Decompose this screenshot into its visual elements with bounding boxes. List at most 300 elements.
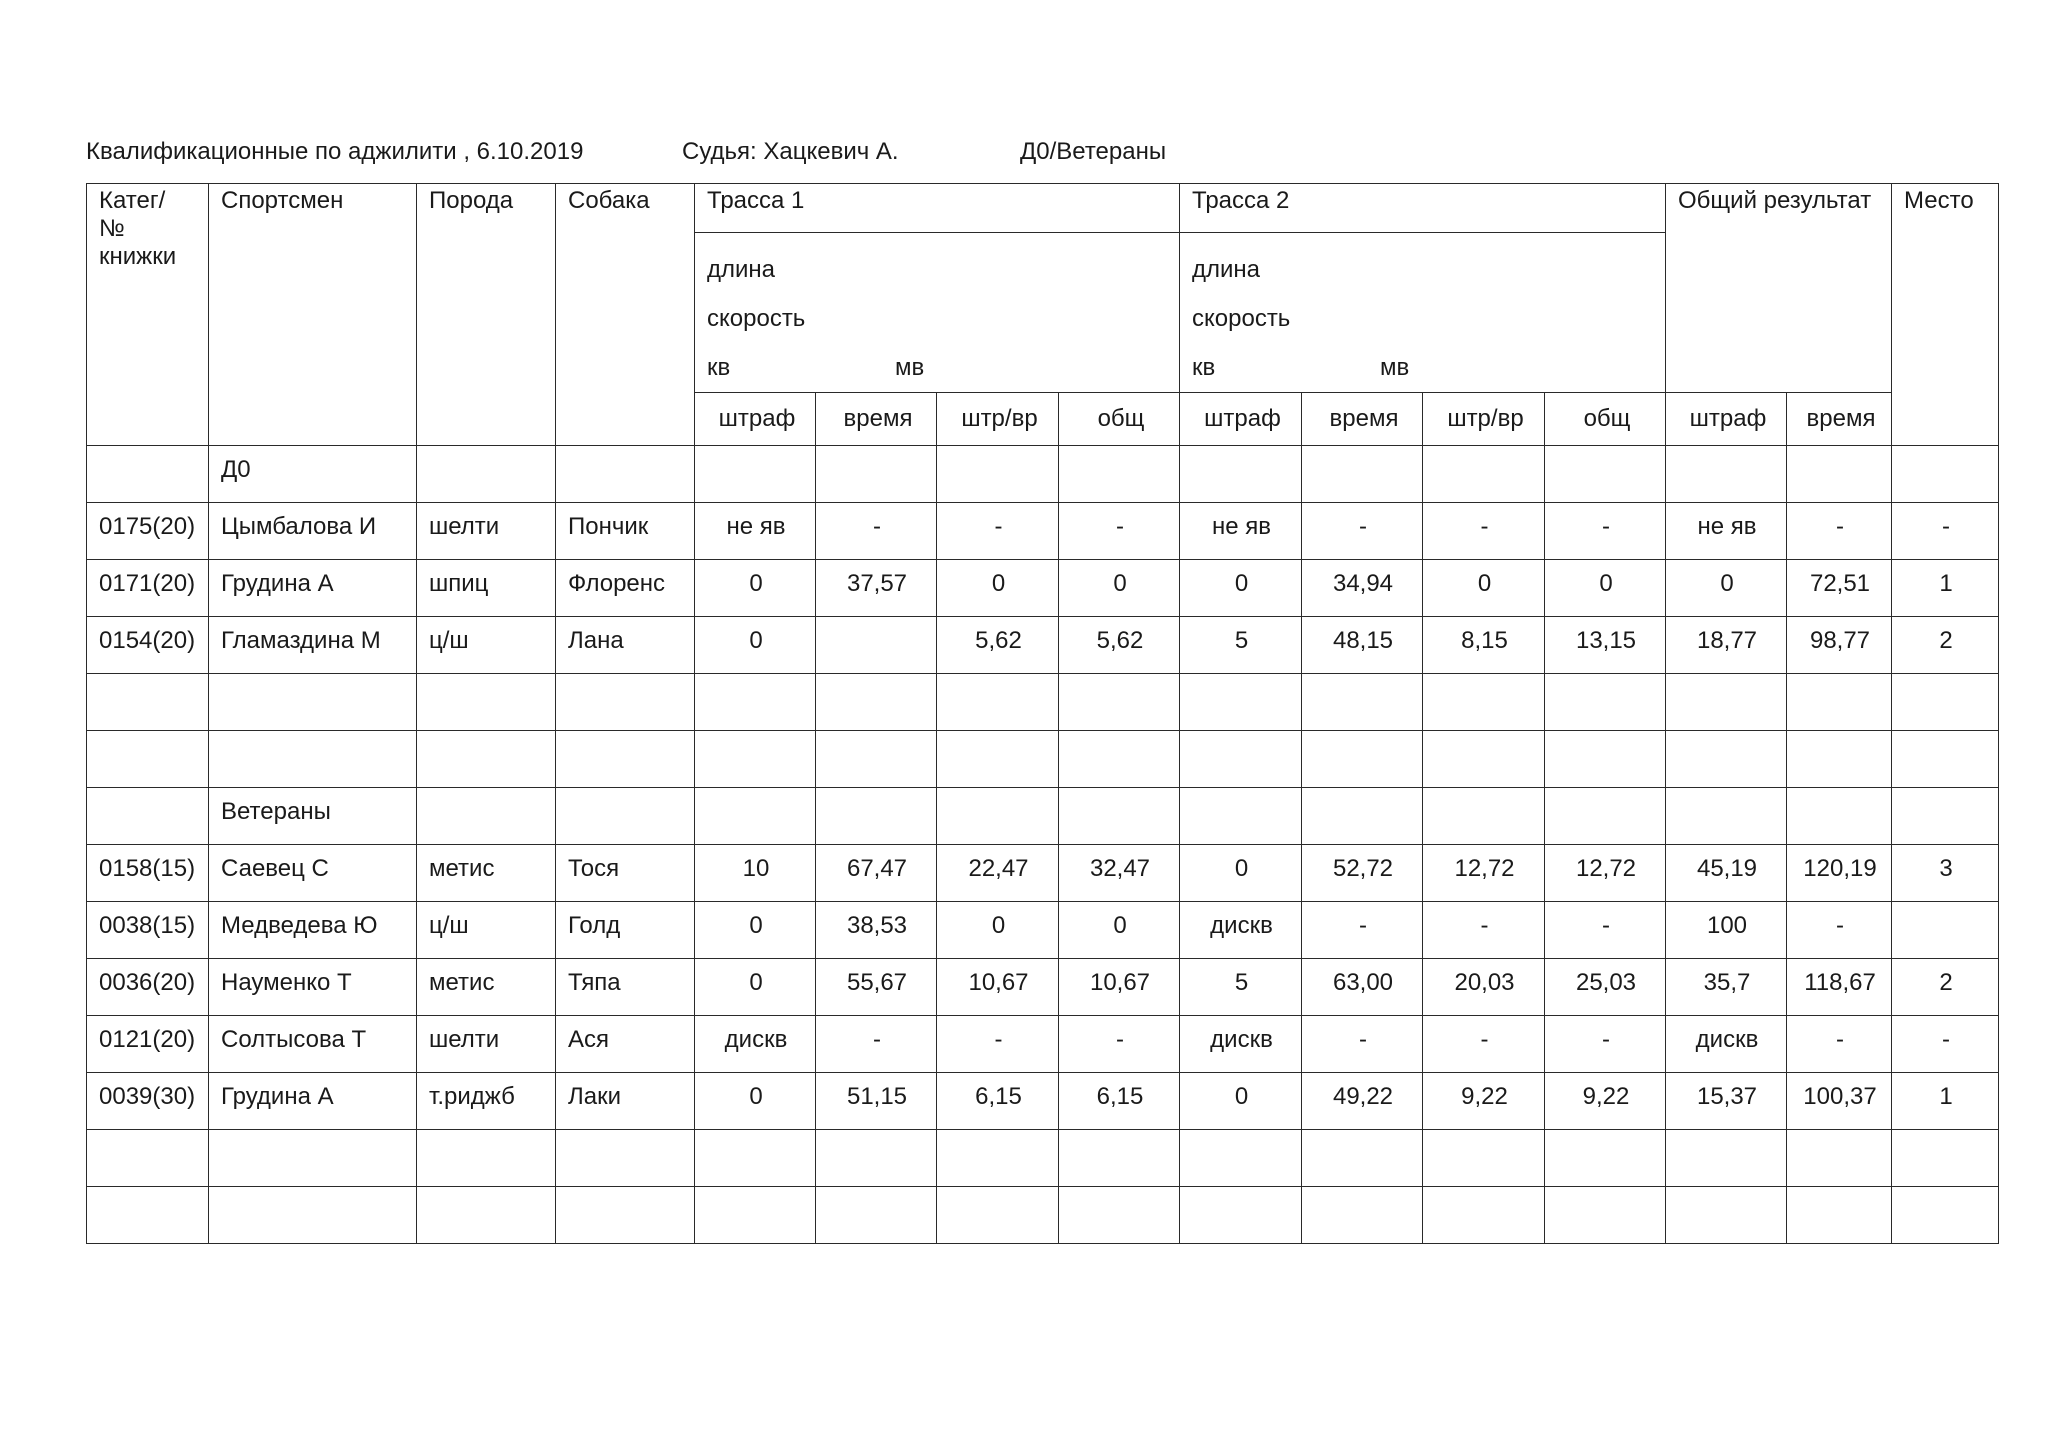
empty-cell [417, 788, 556, 845]
empty-cell [556, 1130, 695, 1187]
t2-pen-time-cell [1423, 845, 1545, 902]
total-time-cell-text: 72,51 [1809, 570, 1871, 597]
athlete-cell [209, 617, 417, 674]
t2-penalty-cell-text: 5 [1234, 969, 1249, 996]
empty-cell [1666, 1187, 1787, 1244]
t2-penalty-cell-text: не яв [1211, 513, 1271, 540]
empty-cell [1666, 1130, 1787, 1187]
empty-cell [695, 446, 816, 503]
empty-cell [1302, 1130, 1423, 1187]
t2-overall-cell-text: 0 [1599, 570, 1613, 597]
dog-cell [556, 1016, 695, 1073]
total-time-cell [1787, 1073, 1892, 1130]
table-row [87, 845, 1999, 902]
t1-time-cell [816, 902, 937, 959]
empty-cell [695, 1130, 816, 1187]
track2-mv-label: мв [1380, 354, 1410, 381]
empty-cell [87, 1130, 209, 1187]
empty-cell [937, 1187, 1059, 1244]
t1-penalty-cell [695, 1016, 816, 1073]
athlete-cell-text: Гламаздина М [221, 627, 381, 654]
t2-penalty-cell [1180, 1073, 1302, 1130]
group-row [87, 446, 1999, 503]
empty-cell [816, 674, 937, 731]
t2-time-cell-text: 63,00 [1332, 969, 1394, 996]
t1-overall-cell-text: 5,62 [1096, 627, 1144, 654]
empty-cell [1180, 1130, 1302, 1187]
empty-row [87, 674, 1999, 731]
place-cell-text: - [1942, 513, 1950, 540]
t2-penalty-cell [1180, 617, 1302, 674]
total-time-cell-text: 120,19 [1803, 855, 1877, 882]
total-time-cell-text: - [1836, 1026, 1844, 1053]
book-number-cell [87, 503, 209, 560]
t2-penalty-cell [1180, 503, 1302, 560]
breed-cell [417, 560, 556, 617]
t2-time-cell-text: - [1359, 513, 1367, 540]
empty-cell [1059, 788, 1180, 845]
t1-overall-header: общ [1059, 393, 1180, 446]
col-header-track1: Трасса 1 [695, 184, 1180, 233]
t2-penalty-cell-text: 0 [1234, 855, 1249, 882]
athlete-cell [209, 902, 417, 959]
t2-penalty-cell-text: дискв [1210, 1026, 1273, 1053]
t2-overall-cell-text: 9,22 [1582, 1083, 1630, 1110]
empty-cell [937, 788, 1059, 845]
empty-cell [1892, 674, 1999, 731]
total-time-cell [1787, 617, 1892, 674]
breed-cell-text: шелти [429, 513, 500, 540]
total-time-cell-text: 118,67 [1804, 969, 1876, 996]
book-number-cell [87, 1073, 209, 1130]
t1-overall-cell [1059, 959, 1180, 1016]
t2-pen-time-cell [1423, 1073, 1545, 1130]
t1-pen-time-cell [937, 902, 1059, 959]
t2-overall-cell [1545, 1073, 1666, 1130]
athlete-cell-text: Саевец С [221, 855, 329, 882]
empty-cell [1059, 1130, 1180, 1187]
t2-time-cell [1302, 1073, 1423, 1130]
empty-cell [1423, 446, 1545, 503]
total-penalty-cell [1666, 1016, 1787, 1073]
book-number-cell [87, 959, 209, 1016]
t1-overall-cell [1059, 1016, 1180, 1073]
t1-penalty-header: штраф [695, 393, 816, 446]
dog-cell [556, 617, 695, 674]
empty-row [87, 731, 1999, 788]
t2-overall-cell [1545, 902, 1666, 959]
t1-time-cell-text [816, 617, 936, 627]
empty-cell [417, 674, 556, 731]
t1-time-cell-text: 38,53 [846, 912, 908, 939]
t2-pen-time-cell-text: 0 [1477, 570, 1492, 597]
t2-overall-cell [1545, 1016, 1666, 1073]
t2-overall-cell [1545, 845, 1666, 902]
t2-overall-header: общ [1545, 393, 1666, 446]
t2-time-header: время [1302, 393, 1423, 446]
t2-time-cell-text: - [1359, 912, 1367, 939]
track1-speed-label: скорость [707, 305, 806, 332]
t1-time-cell-text: 67,47 [846, 855, 908, 882]
track1-params [695, 233, 1180, 393]
t1-pen-time-cell-text: 22,47 [968, 855, 1029, 882]
book-number-cell [87, 560, 209, 617]
group-row [87, 788, 1999, 845]
t1-pen-time-cell [937, 959, 1059, 1016]
total-penalty-cell-text: дискв [1695, 1026, 1759, 1053]
empty-cell [417, 731, 556, 788]
t1-pen-time-cell-text: - [994, 1026, 1003, 1053]
t1-overall-cell [1059, 560, 1180, 617]
group-label-cell-text: Д0 [221, 456, 251, 483]
empty-cell [1059, 446, 1180, 503]
t2-overall-cell-text: 13,15 [1575, 627, 1637, 654]
empty-cell [1666, 731, 1787, 788]
empty-cell [1302, 674, 1423, 731]
t1-penalty-cell-text: 0 [749, 570, 763, 597]
total-time-header: время [1787, 393, 1892, 446]
total-penalty-cell-text: 0 [1720, 570, 1734, 597]
t2-pen-time-cell [1423, 503, 1545, 560]
dog-cell-text: Ася [568, 1026, 610, 1053]
t1-overall-cell-text: 6,15 [1096, 1083, 1144, 1110]
empty-cell [1180, 731, 1302, 788]
athlete-cell-text: Грудина А [221, 1083, 334, 1110]
dog-cell [556, 560, 695, 617]
empty-cell [1892, 731, 1999, 788]
empty-cell [1180, 674, 1302, 731]
empty-cell [1180, 446, 1302, 503]
empty-cell [1302, 731, 1423, 788]
empty-cell [209, 1130, 417, 1187]
t2-penalty-cell [1180, 959, 1302, 1016]
empty-cell [1059, 1187, 1180, 1244]
t1-penalty-cell-text: не яв [726, 513, 786, 540]
t1-time-cell-text: 51,15 [846, 1083, 908, 1110]
empty-cell [1423, 731, 1545, 788]
t1-penalty-cell [695, 959, 816, 1016]
t2-time-cell-text: - [1359, 1026, 1367, 1053]
empty-cell [209, 1187, 417, 1244]
t2-penalty-cell [1180, 560, 1302, 617]
empty-cell [209, 731, 417, 788]
dog-cell [556, 503, 695, 560]
athlete-cell [209, 560, 417, 617]
breed-cell-text: метис [429, 969, 495, 996]
breed-cell-text: шпиц [429, 570, 489, 597]
t1-pen-time-cell-text: 0 [991, 570, 1006, 597]
t2-time-cell [1302, 845, 1423, 902]
total-time-cell [1787, 1016, 1892, 1073]
t2-time-cell-text: 48,15 [1332, 627, 1394, 654]
empty-cell [87, 674, 209, 731]
empty-cell [209, 674, 417, 731]
t2-pen-time-cell [1423, 959, 1545, 1016]
t2-pen-time-cell [1423, 617, 1545, 674]
empty-cell [1787, 1130, 1892, 1187]
empty-cell [937, 446, 1059, 503]
col-header-track2: Трасса 2 [1180, 184, 1666, 233]
empty-cell [695, 788, 816, 845]
track1-mv-label: мв [895, 354, 925, 381]
empty-cell [1302, 1187, 1423, 1244]
place-cell-text: 3 [1939, 855, 1953, 882]
t2-penalty-cell [1180, 1016, 1302, 1073]
t2-pen-time-cell [1423, 902, 1545, 959]
total-penalty-cell [1666, 503, 1787, 560]
t2-penalty-header: штраф [1180, 393, 1302, 446]
track2-params [1180, 233, 1666, 393]
book-number-cell [87, 845, 209, 902]
place-cell-text: 2 [1939, 969, 1953, 996]
t1-overall-cell-text: 0 [1113, 570, 1127, 597]
empty-cell [1787, 788, 1892, 845]
track2-kv-label: кв [1192, 354, 1216, 381]
t1-time-header: время [816, 393, 937, 446]
athlete-cell-text: Медведева Ю [221, 912, 378, 939]
breed-cell [417, 902, 556, 959]
t1-time-cell [816, 845, 937, 902]
col-header-dog: Собака [556, 184, 695, 446]
t2-pen-time-cell-text: 8,15 [1461, 627, 1508, 654]
empty-cell [1666, 788, 1787, 845]
dog-cell-text: Голд [568, 912, 621, 939]
t2-penalty-cell-text: дискв [1210, 912, 1273, 939]
t1-time-cell [816, 959, 937, 1016]
t1-penalty-cell-text: дискв [724, 1026, 788, 1053]
t2-pen-time-cell-text: - [1480, 1026, 1489, 1053]
track2-length-label: длина [1192, 256, 1261, 283]
t1-overall-cell-text: 0 [1113, 912, 1127, 939]
t1-time-cell-text: - [873, 513, 881, 540]
class-label: Д0/Ветераны [1020, 138, 1167, 165]
t1-time-cell [816, 1073, 937, 1130]
col-header-total: Общий результат [1666, 184, 1892, 393]
table-row [87, 1073, 1999, 1130]
empty-cell [1545, 674, 1666, 731]
empty-cell [1787, 1187, 1892, 1244]
table-row [87, 560, 1999, 617]
empty-cell [87, 1187, 209, 1244]
empty-cell [556, 446, 695, 503]
table-row [87, 959, 1999, 1016]
athlete-cell-text: Грудина А [221, 570, 334, 597]
book-number-cell [87, 1016, 209, 1073]
t2-pen-time-cell-text: - [1480, 912, 1489, 939]
empty-cell [695, 731, 816, 788]
total-penalty-cell-text: 100 [1706, 912, 1748, 939]
dog-cell-text: Тяпа [568, 969, 621, 996]
t1-pen-time-cell-text: 10,67 [968, 969, 1029, 996]
breed-cell-text: шелти [429, 1026, 500, 1053]
t1-overall-cell [1059, 617, 1180, 674]
total-time-cell-text: 100,37 [1803, 1083, 1877, 1110]
t1-penalty-cell [695, 1073, 816, 1130]
total-time-cell [1787, 959, 1892, 1016]
t2-penalty-cell-text: 5 [1234, 627, 1249, 654]
t1-penalty-cell-text: 0 [749, 627, 763, 654]
book-number-cell-text: 0121(20) [99, 1026, 196, 1053]
t1-pen-time-cell-text: 5,62 [975, 627, 1022, 654]
empty-cell [1892, 1187, 1999, 1244]
t2-time-cell [1302, 503, 1423, 560]
t1-time-cell [816, 560, 937, 617]
total-time-cell [1787, 503, 1892, 560]
empty-cell [816, 1130, 937, 1187]
t1-pen-time-cell [937, 560, 1059, 617]
empty-cell [937, 674, 1059, 731]
empty-cell [87, 731, 209, 788]
t2-overall-cell-text: - [1602, 513, 1610, 540]
t2-pen-time-cell-text: - [1480, 513, 1489, 540]
t2-time-cell [1302, 902, 1423, 959]
place-cell [1892, 617, 1999, 674]
athlete-cell [209, 503, 417, 560]
empty-cell [695, 674, 816, 731]
place-cell-text: - [1942, 1026, 1950, 1053]
dog-cell-text: Лана [568, 627, 624, 654]
total-penalty-cell [1666, 617, 1787, 674]
total-time-cell-text: - [1836, 912, 1844, 939]
t2-time-cell [1302, 1016, 1423, 1073]
empty-cell [556, 1187, 695, 1244]
t1-time-cell-text: - [873, 1026, 881, 1053]
t1-penalty-cell [695, 503, 816, 560]
t2-penalty-cell-text: 0 [1234, 1083, 1249, 1110]
empty-cell [1059, 674, 1180, 731]
breed-cell-text: метис [429, 855, 495, 882]
t2-penalty-cell [1180, 902, 1302, 959]
dog-cell-text: Лаки [568, 1083, 622, 1110]
empty-cell [1666, 446, 1787, 503]
t1-overall-cell [1059, 902, 1180, 959]
col-header-breed: Порода [417, 184, 556, 446]
t1-pen-time-cell [937, 1073, 1059, 1130]
t1-overall-cell [1059, 503, 1180, 560]
place-cell [1892, 902, 1999, 959]
t2-time-cell-text: 49,22 [1332, 1083, 1394, 1110]
dog-cell-text: Флоренс [568, 570, 666, 597]
empty-cell [1787, 446, 1892, 503]
empty-cell [1423, 1187, 1545, 1244]
t2-overall-cell-text: 25,03 [1575, 969, 1637, 996]
empty-cell [1180, 788, 1302, 845]
dog-cell [556, 959, 695, 1016]
group-label-cell-text: Ветераны [221, 798, 331, 825]
empty-cell [1180, 1187, 1302, 1244]
t2-time-cell [1302, 959, 1423, 1016]
t2-pen-time-cell [1423, 560, 1545, 617]
empty-cell [1545, 1187, 1666, 1244]
dog-cell-text: Тося [568, 855, 620, 882]
results-table [86, 183, 1999, 1244]
breed-cell [417, 1016, 556, 1073]
empty-cell [1545, 1130, 1666, 1187]
table-row [87, 1016, 1999, 1073]
dog-cell-text: Пончик [568, 513, 649, 540]
total-time-cell [1787, 845, 1892, 902]
t2-overall-cell-text: - [1602, 912, 1610, 939]
t1-overall-cell-text: - [1116, 1026, 1124, 1053]
empty-cell [1666, 674, 1787, 731]
breed-cell [417, 617, 556, 674]
empty-cell [87, 788, 209, 845]
t2-time-cell-text: 52,72 [1332, 855, 1394, 882]
empty-row [87, 1187, 1999, 1244]
empty-cell [1545, 731, 1666, 788]
document-title: Квалификационные по аджилити , 6.10.2019 [86, 138, 584, 165]
table-row [87, 617, 1999, 674]
total-penalty-cell [1666, 1073, 1787, 1130]
t2-pen-time-cell-text: 9,22 [1461, 1083, 1508, 1110]
place-cell [1892, 1073, 1999, 1130]
t1-pen-time-cell-text: 0 [991, 912, 1006, 939]
place-cell-text: 1 [1939, 570, 1953, 597]
place-cell [1892, 503, 1999, 560]
empty-cell [1423, 788, 1545, 845]
athlete-cell [209, 1073, 417, 1130]
t1-overall-cell [1059, 845, 1180, 902]
empty-cell [1423, 674, 1545, 731]
empty-cell [937, 731, 1059, 788]
book-number-cell-text: 0175(20) [99, 513, 196, 540]
t2-time-cell [1302, 560, 1423, 617]
empty-cell [556, 674, 695, 731]
total-penalty-cell-text: 18,77 [1696, 627, 1758, 654]
total-penalty-cell-text: 45,19 [1696, 855, 1758, 882]
col-header-athlete: Спортсмен [209, 184, 417, 446]
book-number-cell-text: 0036(20) [99, 969, 196, 996]
athlete-cell [209, 1016, 417, 1073]
t2-pen-time-cell [1423, 1016, 1545, 1073]
track1-kv-label: кв [707, 354, 731, 381]
breed-cell-text: ц/ш [429, 627, 469, 654]
table-row [87, 503, 1999, 560]
place-cell [1892, 845, 1999, 902]
t1-pen-time-cell-text: - [994, 513, 1003, 540]
empty-cell [1059, 731, 1180, 788]
t1-penalty-cell [695, 845, 816, 902]
col-header-place: Место [1892, 184, 1999, 446]
t1-pen-time-cell [937, 503, 1059, 560]
empty-cell [1892, 1130, 1999, 1187]
breed-cell [417, 1073, 556, 1130]
col-header-categ: Катег/ № книжки [87, 184, 209, 446]
total-penalty-cell [1666, 845, 1787, 902]
dog-cell [556, 1073, 695, 1130]
track1-length-label: длина [707, 256, 776, 283]
t2-pen-time-cell-text: 12,72 [1454, 855, 1515, 882]
empty-cell [1545, 446, 1666, 503]
breed-cell [417, 959, 556, 1016]
t2-time-cell-text: 34,94 [1332, 570, 1394, 597]
t1-time-cell [816, 1016, 937, 1073]
t1-pentime-header: штр/вр [937, 393, 1059, 446]
t2-penalty-cell [1180, 845, 1302, 902]
t1-overall-cell [1059, 1073, 1180, 1130]
judge-name: Судья: Хацкевич А. [682, 138, 899, 165]
t2-overall-cell-text: - [1602, 1026, 1610, 1053]
empty-cell [816, 446, 937, 503]
t1-penalty-cell-text: 0 [749, 969, 763, 996]
total-time-cell [1787, 902, 1892, 959]
total-time-cell-text: 98,77 [1809, 627, 1871, 654]
dog-cell [556, 902, 695, 959]
book-number-cell [87, 617, 209, 674]
t1-penalty-cell [695, 617, 816, 674]
t2-overall-cell-text: 12,72 [1575, 855, 1637, 882]
t2-pen-time-cell-text: 20,03 [1454, 969, 1515, 996]
